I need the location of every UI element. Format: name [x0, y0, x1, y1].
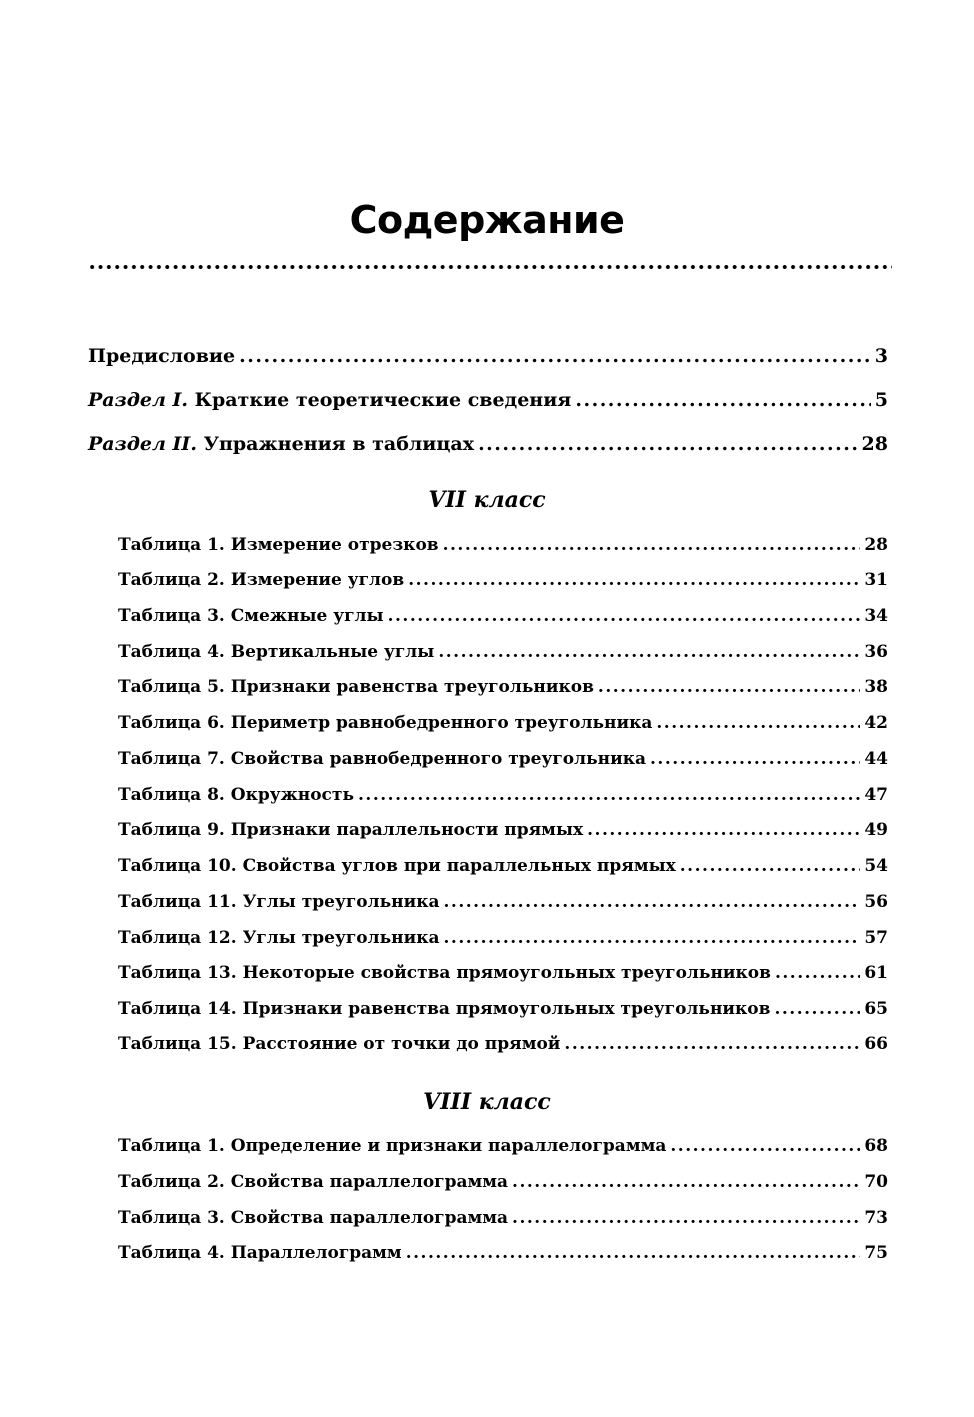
toc-entry-g8-4[interactable]	[118, 1241, 888, 1265]
dot-leader	[444, 926, 861, 950]
toc-entry-g7-15[interactable]	[118, 1032, 888, 1056]
toc-entry-page: 68	[864, 1136, 888, 1156]
section-number: Раздел I.	[88, 389, 189, 411]
section-number: Раздел II.	[88, 433, 197, 455]
toc-entry-g7-8[interactable]	[118, 783, 888, 807]
dot-leader	[512, 1170, 860, 1194]
toc-entry-page: 54	[864, 856, 888, 876]
section-title: Краткие теоретические сведения	[194, 389, 572, 411]
dot-leader	[388, 604, 861, 628]
toc-entry-g7-14[interactable]	[118, 997, 888, 1021]
toc-entry-label: Таблица 15. Расстояние от точки до прямой	[118, 1034, 561, 1054]
toc-entry-g8-2[interactable]	[118, 1170, 888, 1194]
toc-entry-page: 73	[864, 1208, 888, 1228]
toc-entry-label: Таблица 7. Свойства равнобедренного треугольника	[118, 749, 647, 769]
toc-entry-label: Таблица 4. Вертикальные углы	[118, 642, 435, 662]
toc-entry-label: Таблица 3. Свойства параллелограмма	[118, 1208, 509, 1228]
toc-entry-page: 38	[864, 677, 888, 697]
dot-leader	[575, 387, 870, 413]
dot-leader	[650, 747, 860, 771]
toc-entry-g8-3[interactable]	[118, 1206, 888, 1230]
toc-entry-label: Таблица 14. Признаки равенства прямоугольных треугольников	[118, 999, 771, 1019]
page-title: Содержание	[349, 198, 625, 242]
toc-entry-section-2[interactable]	[88, 431, 888, 457]
toc-entry-page: 70	[864, 1172, 888, 1192]
toc-entry-g7-12[interactable]	[118, 926, 888, 950]
toc-entry-g7-4[interactable]	[118, 640, 888, 664]
dot-leader	[406, 1241, 861, 1265]
toc-entry-page: 42	[864, 713, 888, 733]
dot-leader	[670, 1134, 860, 1158]
dot-leader	[656, 711, 860, 735]
toc-entry-label	[88, 387, 571, 413]
toc-entry-page: 28	[864, 535, 888, 555]
toc-entry-page: 36	[864, 642, 888, 662]
toc-entry-page: 28	[861, 433, 888, 455]
dot-leader	[443, 533, 861, 557]
toc-entry-g8-1[interactable]	[118, 1134, 888, 1158]
toc-entry-g7-6[interactable]	[118, 711, 888, 735]
toc-entry-g7-5[interactable]	[118, 675, 888, 699]
toc-entry-label: Таблица 2. Свойства параллелограмма	[118, 1172, 509, 1192]
toc-entry-page: 3	[874, 345, 888, 367]
toc-entry-page: 75	[864, 1243, 888, 1263]
toc-entry-label: Предисловие	[88, 345, 236, 367]
toc-entry-page: 66	[864, 1034, 888, 1054]
toc-entry-g7-2[interactable]	[118, 568, 888, 592]
toc-entry-page: 5	[874, 389, 888, 411]
dot-leader	[478, 431, 857, 457]
toc-entry-label: Таблица 2. Измерение углов	[118, 570, 405, 590]
toc-entry-label: Таблица 1. Определение и признаки параллелограмма	[118, 1136, 667, 1156]
toc-entry-label	[88, 431, 474, 457]
toc-entry-page: 34	[864, 606, 888, 626]
dot-leader	[775, 961, 860, 985]
dot-leader	[680, 854, 861, 878]
section-title: Упражнения в таблицах	[203, 433, 475, 455]
dot-leader	[444, 890, 861, 914]
dot-leader	[358, 783, 860, 807]
dotted-divider	[88, 263, 892, 271]
toc-entry-label: Таблица 4. Параллелограмм	[118, 1243, 402, 1263]
toc-entry-label: Таблица 5. Признаки равенства треугольников	[118, 677, 594, 697]
toc-entry-label: Таблица 12. Углы треугольника	[118, 928, 440, 948]
dot-leader	[239, 343, 871, 369]
toc-entry-page: 56	[864, 892, 888, 912]
dot-leader	[408, 568, 860, 592]
toc-entry-page: 44	[864, 749, 888, 769]
toc-entry-page: 31	[864, 570, 888, 590]
toc-entry-g7-1[interactable]	[118, 533, 888, 557]
toc-entry-label: Таблица 10. Свойства углов при параллельных прямых	[118, 856, 676, 876]
dot-leader	[438, 640, 860, 664]
toc-entry-page: 57	[864, 928, 888, 948]
toc-entry-label: Таблица 1. Измерение отрезков	[118, 535, 439, 555]
toc-entry-g7-9[interactable]	[118, 818, 888, 842]
dot-leader	[598, 675, 860, 699]
dot-leader	[587, 818, 860, 842]
toc-entry-label: Таблица 11. Углы треугольника	[118, 892, 440, 912]
toc-entry-label: Таблица 13. Некоторые свойства прямоугольных треугольников	[118, 963, 771, 983]
toc-entry-label: Таблица 6. Периметр равнобедренного треугольника	[118, 713, 653, 733]
toc-entry-page: 61	[864, 963, 888, 983]
toc-entry-label: Таблица 9. Признаки параллельности прямых	[118, 820, 584, 840]
toc-entry-section-1[interactable]	[88, 387, 888, 413]
toc-entry-page: 47	[864, 785, 888, 805]
dot-leader	[512, 1206, 860, 1230]
toc-entry-label: Таблица 8. Окружность	[118, 785, 354, 805]
toc-entry-page: 65	[864, 999, 888, 1019]
grade-8-heading: VIII класс	[423, 1089, 551, 1115]
dot-leader	[564, 1032, 860, 1056]
toc-entry-preface[interactable]	[88, 343, 888, 369]
toc-entry-g7-10[interactable]	[118, 854, 888, 878]
toc-entry-g7-11[interactable]	[118, 890, 888, 914]
toc-entry-g7-3[interactable]	[118, 604, 888, 628]
toc-entry-page: 49	[864, 820, 888, 840]
toc-entry-g7-13[interactable]	[118, 961, 888, 985]
dot-leader	[774, 997, 860, 1021]
grade-7-heading: VII класс	[428, 487, 546, 513]
toc-entry-g7-7[interactable]	[118, 747, 888, 771]
toc-entry-label: Таблица 3. Смежные углы	[118, 606, 384, 626]
